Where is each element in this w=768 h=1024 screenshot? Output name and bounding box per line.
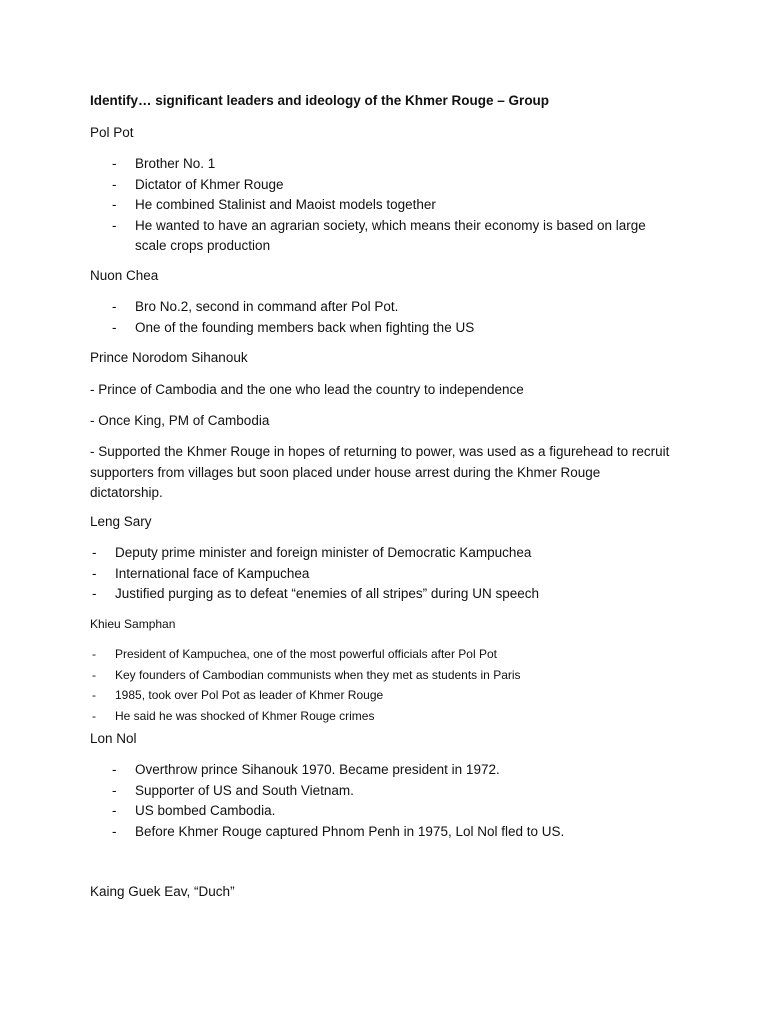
list-item: - Deputy prime minister and foreign minister of Democratic Kampuchea xyxy=(92,543,675,564)
bullet-marker: - xyxy=(92,667,96,682)
lon-nol-bullets xyxy=(112,760,670,842)
list-item: - International face of Kampuchea xyxy=(92,564,675,585)
list-item: - 1985, took over Pol Pot as leader of Khmer Rouge xyxy=(92,685,675,706)
bullet-marker: - xyxy=(112,803,117,818)
document-title: Identify… significant leaders and ideology of the Khmer Rouge – Group xyxy=(90,93,550,108)
list-item: - Before Khmer Rouge captured Phnom Penh in 1975, Lol Nol fled to US. xyxy=(112,822,670,843)
bullet-marker: - xyxy=(92,708,96,723)
list-item: - One of the founding members back when fighting the US xyxy=(112,318,670,339)
list-item: - He wanted to have an agrarian society, which means their economy is based on large scale crops production xyxy=(112,217,646,253)
list-item: - Overthrow prince Sihanouk 1970. Became president in 1972. xyxy=(112,760,670,781)
khieu-samphan-bullets xyxy=(92,644,675,726)
heading-nuon-chea: Nuon Chea xyxy=(90,268,159,283)
heading-leng-sary: Leng Sary xyxy=(90,514,152,529)
bullet-marker: - xyxy=(92,647,96,661)
bullet-marker: - xyxy=(112,782,117,798)
list-item: - Justified purging as to defeat “enemies of all stripes” during UN speech xyxy=(92,584,675,605)
sihanouk-paragraph-2: - Once King, PM of Cambodia xyxy=(90,413,270,428)
list-item: - Supporter of US and South Vietnam. xyxy=(112,781,670,802)
bullet-marker: - xyxy=(112,762,117,777)
bullet-marker: - xyxy=(112,156,117,171)
nuon-chea-bullets xyxy=(112,297,670,338)
list-item: - Key founders of Cambodian communists when they met as students in Paris xyxy=(92,665,675,686)
heading-pol-pot: Pol Pot xyxy=(90,125,134,140)
bullet-marker: - xyxy=(112,197,117,212)
heading-sihanouk: Prince Norodom Sihanouk xyxy=(90,350,248,365)
list-item: - Dictator of Khmer Rouge xyxy=(112,175,670,196)
bullet-marker: - xyxy=(112,319,117,335)
bullet-marker: - xyxy=(112,299,117,314)
bullet-marker: - xyxy=(92,688,96,702)
heading-khieu-samphan: Khieu Samphan xyxy=(90,617,176,631)
bullet-marker: - xyxy=(112,823,117,839)
bullet-marker: - xyxy=(92,586,97,601)
bullet-marker: - xyxy=(92,565,97,581)
list-item: - He said he was shocked of Khmer Rouge crimes xyxy=(92,706,675,727)
pol-pot-bullets xyxy=(112,154,670,257)
leng-sary-bullets xyxy=(92,543,675,605)
bullet-marker: - xyxy=(112,176,117,192)
list-item: - President of Kampuchea, one of the most powerful officials after Pol Pot xyxy=(92,644,675,665)
bullet-marker: - xyxy=(112,217,117,233)
list-item: - US bombed Cambodia. xyxy=(112,801,670,822)
list-item: - He combined Stalinist and Maoist models together xyxy=(112,195,670,216)
list-item: - Bro No.2, second in command after Pol Pot. xyxy=(112,297,670,318)
heading-lon-nol: Lon Nol xyxy=(90,731,137,746)
sihanouk-paragraph-1: - Prince of Cambodia and the one who lead the country to independence xyxy=(90,382,524,397)
heading-kaing-guek-eav: Kaing Guek Eav, “Duch” xyxy=(90,884,235,899)
sihanouk-paragraph-3: - Supported the Khmer Rouge in hopes of returning to power, was used as a figurehead to recruit supporters from villages but soon placed under house arrest during the Khmer Rouge dictatorship. xyxy=(90,444,670,500)
bullet-marker: - xyxy=(92,545,97,560)
list-item: - Brother No. 1 xyxy=(112,154,670,175)
